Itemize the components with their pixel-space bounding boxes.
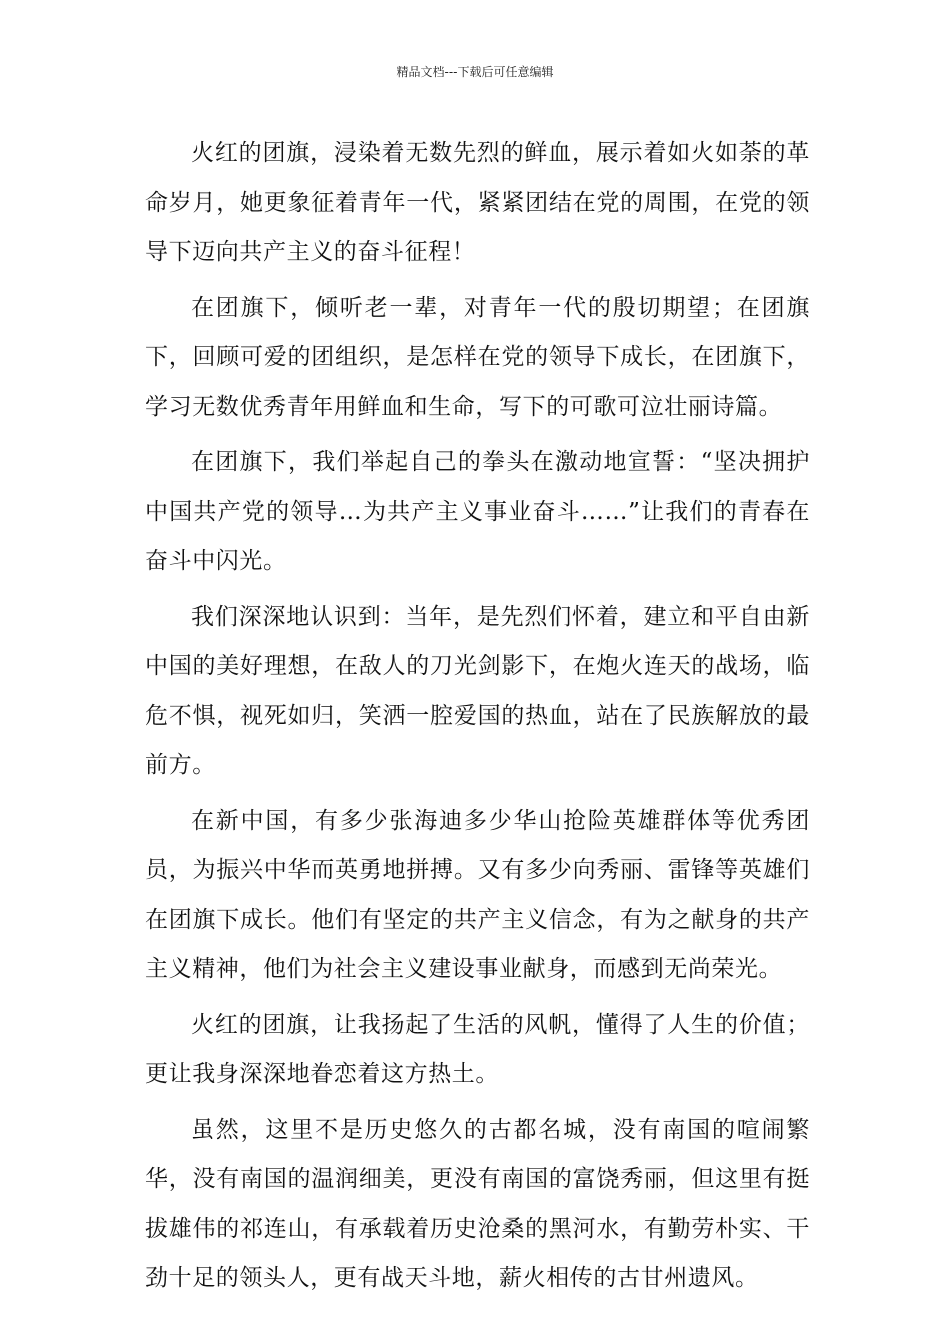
paragraph: 我们深深地认识到：当年，是先烈们怀着，建立和平自由新中国的美好理想，在敌人的刀光剑影下，在炮火连天的战场，临危不惧，视死如归，笑洒一腔爱国的热血，站在了民族解放的最前方。 (145, 603, 810, 778)
paragraph: 在团旗下，倾听老一辈，对青年一代的殷切期望；在团旗下，回顾可爱的团组织，是怎样在党的领导下成长，在团旗下，学习无数优秀青年用鲜血和生命，写下的可歌可泣壮丽诗篇。 (145, 294, 810, 420)
document-body (145, 129, 810, 1310)
page-header: 精品文档---下载后可任意编辑 (396, 65, 554, 79)
paragraph: 虽然，这里不是历史悠久的古都名城，没有南国的喧闹繁华，没有南国的温润细美，更没有南国的富饶秀丽，但这里有挺拔雄伟的祁连山，有承载着历史沧桑的黑河水，有勤劳朴实、干劲十足的领头人，更有战天斗地，薪火相传的古甘州遗风。 (145, 1116, 810, 1291)
paragraph: 在团旗下，我们举起自己的拳头在激动地宣誓：“坚决拥护中国共产党的领导…为共产主义事业奋斗……”让我们的青春在奋斗中闪光。 (145, 449, 810, 574)
paragraph: 火红的团旗，浸染着无数先烈的鲜血，展示着如火如荼的革命岁月，她更象征着青年一代，紧紧团结在党的周围，在党的领导下迈向共产主义的奋斗征程！ (145, 140, 810, 265)
paragraph: 火红的团旗，让我扬起了生活的风帆，懂得了人生的价值；更让我身深深地眷恋着这方热土。 (145, 1011, 810, 1087)
paragraph: 在新中国，有多少张海迪多少华山抢险英雄群体等优秀团员，为振兴中华而英勇地拼搏。又有多少向秀丽、雷锋等英雄们在团旗下成长。他们有坚定的共产主义信念，有为之献身的共产主义精神，他们为社会主义建设事业献身，而感到无尚荣光。 (145, 807, 810, 982)
